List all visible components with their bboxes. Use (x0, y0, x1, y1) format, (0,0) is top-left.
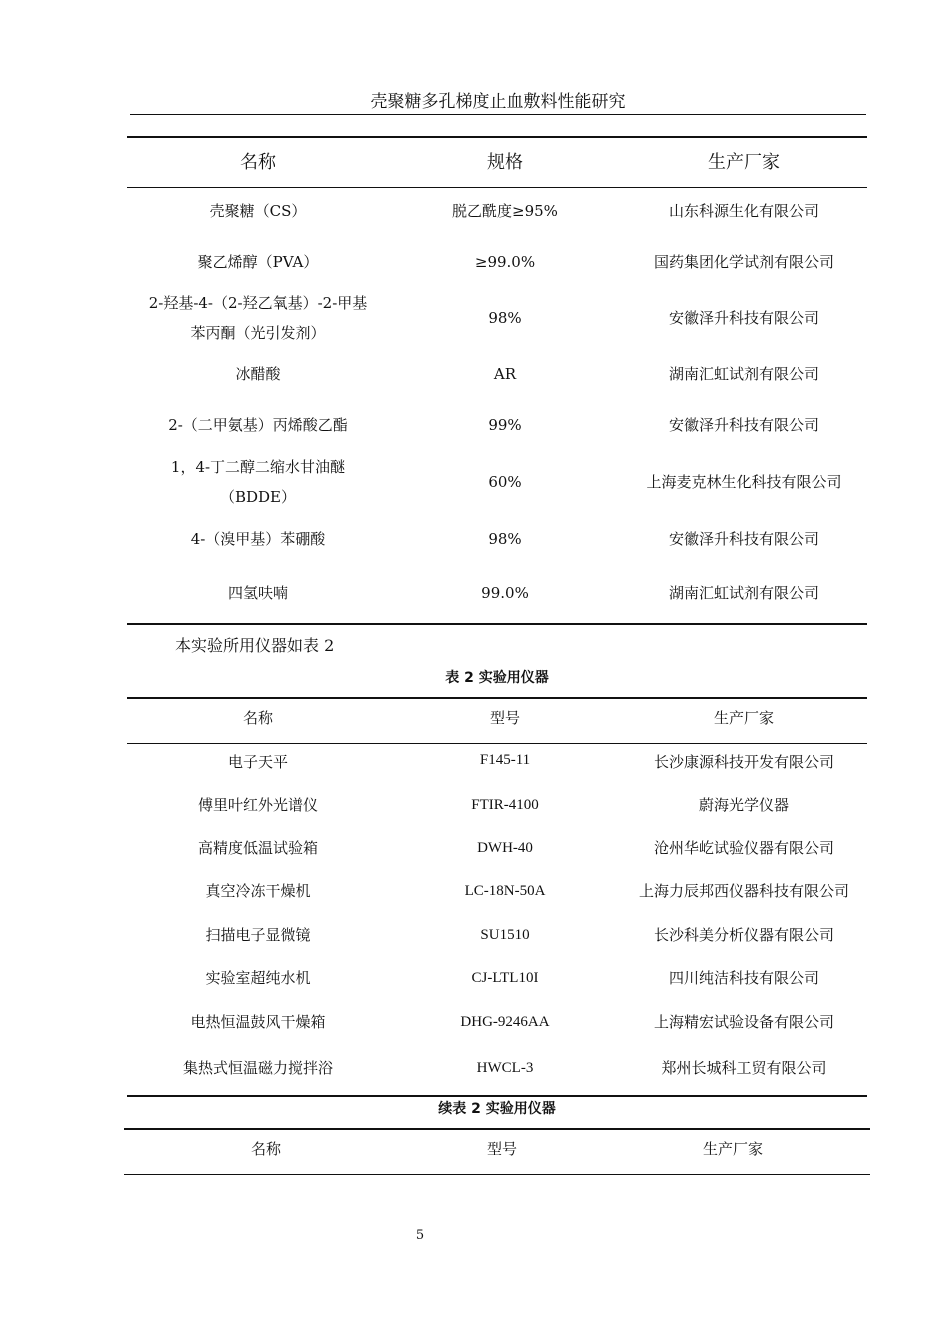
table2-cell-model: HWCL-3 (476, 1060, 534, 1076)
table1-header-row (127, 138, 867, 188)
table-row (127, 918, 867, 952)
table2-header-rule (127, 743, 867, 744)
table1-cell-spec: ≥99.0% (474, 253, 536, 271)
table2-col-maker: 生产厂家 (713, 709, 774, 727)
table-row (127, 355, 867, 393)
table1-header-rule (127, 187, 867, 188)
table-row (127, 874, 867, 908)
page-number: 5 (415, 1228, 425, 1243)
table2-cell-name: 扫描电子显微镜 (205, 926, 311, 944)
name-line: 1，4-丁二醇二缩水甘油醚 (170, 458, 346, 476)
table1-cell-maker: 安徽泽升科技有限公司 (668, 416, 819, 434)
table1-cell-name: 2-（二甲氨基）丙烯酸乙酯 (168, 416, 348, 434)
table2-cell-model: SU1510 (480, 927, 530, 943)
header-rule (130, 114, 866, 115)
table2-cell-name: 高精度低温试验箱 (197, 839, 318, 857)
table2-cell-name: 电热恒温鼓风干燥箱 (190, 1013, 326, 1031)
table2-cell-maker: 四川纯洁科技有限公司 (668, 969, 819, 987)
table-row (127, 1005, 867, 1039)
name-line: 苯丙酮（光引发剂） (190, 324, 326, 342)
table1-cell-maker: 湖南汇虹试剂有限公司 (668, 365, 819, 383)
table2-cont-header-row (124, 1132, 870, 1166)
table1-cell-maker: 安徽泽升科技有限公司 (668, 530, 819, 548)
table-row (127, 192, 867, 230)
table2-cell-maker: 长沙科美分析仪器有限公司 (653, 926, 834, 944)
table2-cont-top-rule (124, 1128, 870, 1130)
table-row (127, 288, 867, 348)
table1-cell-name (127, 288, 389, 348)
table-row (127, 520, 867, 558)
table-row (127, 961, 867, 995)
intro-paragraph: 本实验所用仪器如表 2 (175, 636, 335, 655)
table2-cont-col-name: 名称 (250, 1140, 281, 1158)
table1-cell-spec: 脱乙酰度≥95% (452, 202, 558, 220)
table1-cell-name (127, 452, 389, 512)
running-header-title: 壳聚糖多孔梯度止血敷料性能研究 (370, 92, 626, 112)
table2-bottom-rule (127, 1095, 867, 1097)
table-row (127, 1051, 867, 1085)
table2-cell-name: 傅里叶红外光谱仪 (197, 796, 318, 814)
table1-cell-spec: 60% (488, 473, 522, 491)
table-row (127, 788, 867, 822)
table2-cell-maker: 郑州长城科工贸有限公司 (661, 1059, 827, 1077)
table2-cell-model: FTIR-4100 (471, 797, 539, 813)
table-row (127, 452, 867, 512)
table1-cell-name: 4-（溴甲基）苯硼酸 (190, 530, 326, 548)
table2-cont-header-rule (124, 1174, 870, 1175)
table1-cell-maker: 湖南汇虹试剂有限公司 (668, 584, 819, 602)
table1-col-spec: 规格 (487, 152, 523, 173)
name-line: （BDDE） (219, 488, 297, 506)
table2-cell-model: DHG-9246AA (460, 1014, 550, 1030)
table1-cell-name: 壳聚糖（CS） (209, 202, 307, 220)
table1-cell-name: 冰醋酸 (235, 365, 281, 383)
table2-cont-col-maker: 生产厂家 (702, 1140, 763, 1158)
table2-cont-caption: 续表 2 实验用仪器 (438, 1101, 556, 1117)
table2-cell-maker: 沧州华屹试验仪器有限公司 (653, 839, 834, 857)
table1-cell-spec: 98% (488, 530, 522, 548)
table-row (127, 574, 867, 612)
table1-cell-spec: 99% (488, 416, 522, 434)
table2-cell-name: 真空冷冻干燥机 (205, 882, 311, 900)
table2-cell-model: CJ-LTL10I (471, 970, 539, 986)
table1-col-maker: 生产厂家 (708, 152, 780, 173)
table1-cell-name: 聚乙烯醇（PVA） (197, 253, 319, 271)
table2-cont-col-model: 型号 (486, 1140, 517, 1158)
table-row (127, 243, 867, 281)
table1-cell-spec: AR (493, 365, 517, 383)
table2-cell-maker: 上海力辰邦西仪器科技有限公司 (638, 882, 849, 900)
table-row (127, 745, 867, 779)
table1-cell-maker: 安徽泽升科技有限公司 (668, 309, 819, 327)
table1-cell-name: 四氢呋喃 (227, 584, 288, 602)
table1-cell-maker: 山东科源生化有限公司 (668, 202, 819, 220)
table2-col-name: 名称 (242, 709, 273, 727)
table2-cell-maker: 上海精宏试验设备有限公司 (653, 1013, 834, 1031)
table2-cell-maker: 蔚海光学仪器 (698, 796, 789, 814)
table2-cell-name: 实验室超纯水机 (205, 969, 311, 987)
table1-cell-maker: 上海麦克林生化科技有限公司 (646, 473, 842, 491)
table2-cell-name: 集热式恒温磁力搅拌浴 (182, 1059, 333, 1077)
table2-top-rule (127, 697, 867, 699)
table-row (127, 831, 867, 865)
table2-col-model: 型号 (489, 709, 520, 727)
table2-cell-model: LC-18N-50A (464, 883, 546, 899)
table2-cell-model: F145-11 (479, 752, 531, 768)
table2-caption: 表 2 实验用仪器 (445, 670, 549, 686)
table2-cell-maker: 长沙康源科技开发有限公司 (653, 753, 834, 771)
table1-col-name: 名称 (240, 152, 276, 173)
table1-cell-spec: 99.0% (481, 584, 529, 602)
table1-cell-maker: 国药集团化学试剂有限公司 (653, 253, 834, 271)
name-line: 2-羟基-4-（2-羟乙氧基）-2-甲基 (148, 294, 368, 312)
table1-bottom-rule (127, 623, 867, 625)
table2-header-row (127, 700, 867, 736)
table-row (127, 406, 867, 444)
table1-cell-spec: 98% (488, 309, 522, 327)
table2-cell-name: 电子天平 (227, 753, 288, 771)
table2-cell-model: DWH-40 (477, 840, 533, 856)
